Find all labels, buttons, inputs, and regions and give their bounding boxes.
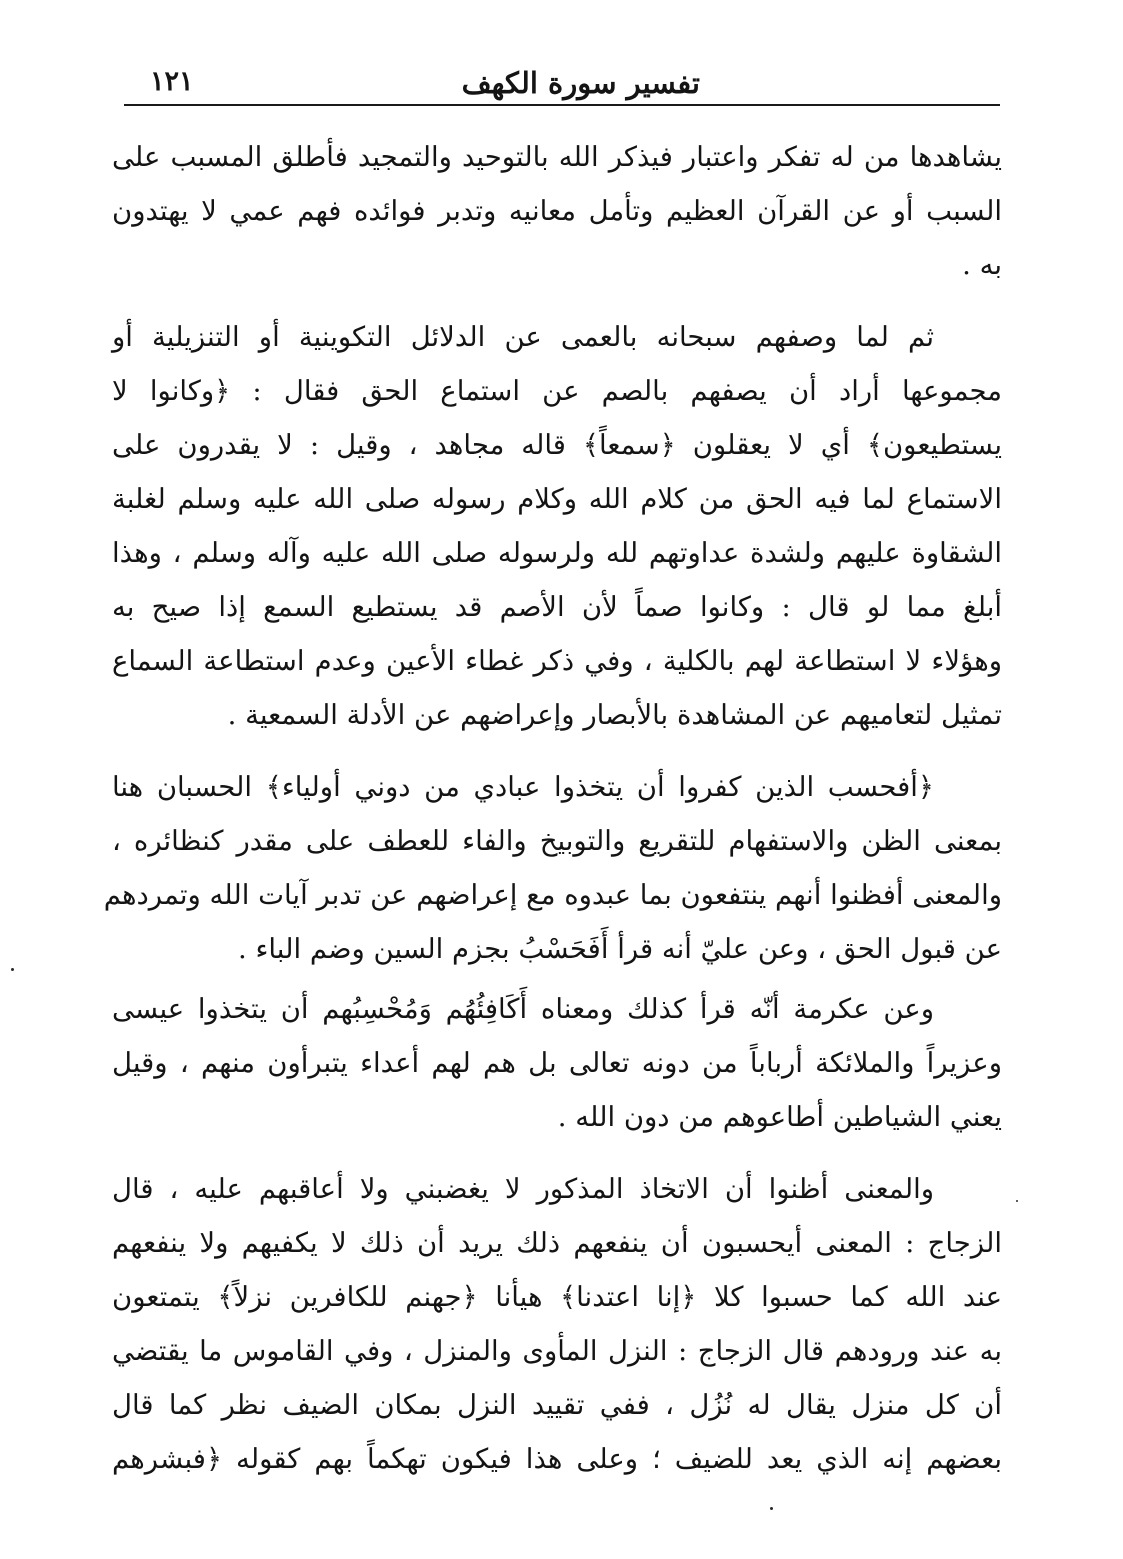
running-header	[124, 62, 1000, 106]
text-line: وعزيراً والملائكة أرباباً من دونه تعالى بل هم لهم أعداء يتبرأون منهم ، وقيل	[112, 1047, 1002, 1079]
text-line: الشقاوة عليهم ولشدة عداوتهم لله ولرسوله صلى الله عليه وآله وسلم ، وهذا	[112, 537, 1002, 569]
text-line: وعن عكرمة أنّه قرأ كذلك ومعناه أَكَافِئُهُم وَمُحْسِبُهم أن يتخذوا عيسى	[112, 993, 934, 1025]
scan-speck	[1016, 1200, 1018, 1202]
text-line: بعضهم إنه الذي يعد للضيف ؛ وعلى هذا فيكون تهكماً بهم كقوله ﴿فبشرهم	[112, 1443, 1002, 1475]
running-title: تفسير سورة الكهف	[461, 66, 700, 100]
text-line: عن قبول الحق ، وعن عليّ أنه قرأ أَفَحَسْبُ بجزم السين وضم الباء .	[237, 933, 1002, 965]
paragraph	[112, 1162, 1002, 1486]
text-line: ﴿أفحسب الذين كفروا أن يتخذوا عبادي من دوني أولياء﴾ الحسبان هنا	[112, 771, 934, 803]
paragraph	[112, 982, 1002, 1144]
header-rule	[124, 104, 1000, 106]
text-line: تمثيل لتعاميهم عن المشاهدة بالأبصار وإعراضهم عن الأدلة السمعية .	[227, 699, 1002, 731]
text-line: به عند ورودهم قال الزجاج : النزل المأوى والمنزل ، وفي القاموس ما يقتضي	[112, 1335, 1002, 1367]
body-text	[103, 130, 1002, 1486]
text-line: به .	[962, 249, 1002, 281]
scan-speck	[770, 1507, 773, 1510]
text-line: مجموعها أراد أن يصفهم بالصم عن استماع الحق فقال : ﴿وكانوا لا	[112, 375, 1002, 407]
text-line: أن كل منزل يقال له نُزُل ، ففي تقييد النزل بمكان الضيف نظر كما قال	[112, 1389, 1002, 1421]
scan-speck	[11, 968, 14, 971]
paragraph	[103, 760, 1002, 976]
text-line: أبلغ مما لو قال : وكانوا صماً لأن الأصم قد يستطيع السمع إذا صيح به	[112, 591, 1002, 623]
page-number: ١٢١	[150, 66, 194, 97]
text-line: وهؤلاء لا استطاعة لهم بالكلية ، وفي ذكر غطاء الأعين وعدم استطاعة السماع	[112, 645, 1002, 677]
text-line: والمعنى أظنوا أن الاتخاذ المذكور لا يغضبني ولا أعاقبهم عليه ، قال	[112, 1173, 934, 1205]
text-line: يشاهدها من له تفكر واعتبار فيذكر الله بالتوحيد والتمجيد فأطلق المسبب على	[112, 141, 1002, 173]
text-line: يعني الشياطين أطاعوهم من دون الله .	[557, 1101, 1002, 1133]
text-line: عند الله كما حسبوا كلا ﴿إنا اعتدنا﴾ هيأنا ﴿جهنم للكافرين نزلاً﴾ يتمتعون	[112, 1281, 1002, 1313]
text-line: السبب أو عن القرآن العظيم وتأمل معانيه وتدبر فوائده فهم عمي لا يهتدون	[112, 195, 1002, 227]
text-line: الاستماع لما فيه الحق من كلام الله وكلام رسوله صلى الله عليه وسلم لغلبة	[112, 483, 1002, 515]
paragraph	[112, 130, 1002, 292]
text-line: بمعنى الظن والاستفهام للتقريع والتوبيخ والفاء للعطف على مقدر كنظائره ،	[112, 825, 1002, 857]
text-line: والمعنى أفظنوا أنهم ينتفعون بما عبدوه مع إعراضهم عن تدبر آيات الله وتمردهم	[103, 879, 1002, 911]
paragraph	[112, 310, 1002, 742]
text-line: ثم لما وصفهم سبحانه بالعمى عن الدلائل التكوينية أو التنزيلية أو	[112, 321, 934, 353]
text-line: يستطيعون﴾ أي لا يعقلون ﴿سمعاً﴾ قاله مجاهد ، وقيل : لا يقدرون على	[112, 429, 1002, 461]
text-line: الزجاج : المعنى أيحسبون أن ينفعهم ذلك يريد أن ذلك لا يكفيهم ولا ينفعهم	[112, 1227, 1002, 1259]
